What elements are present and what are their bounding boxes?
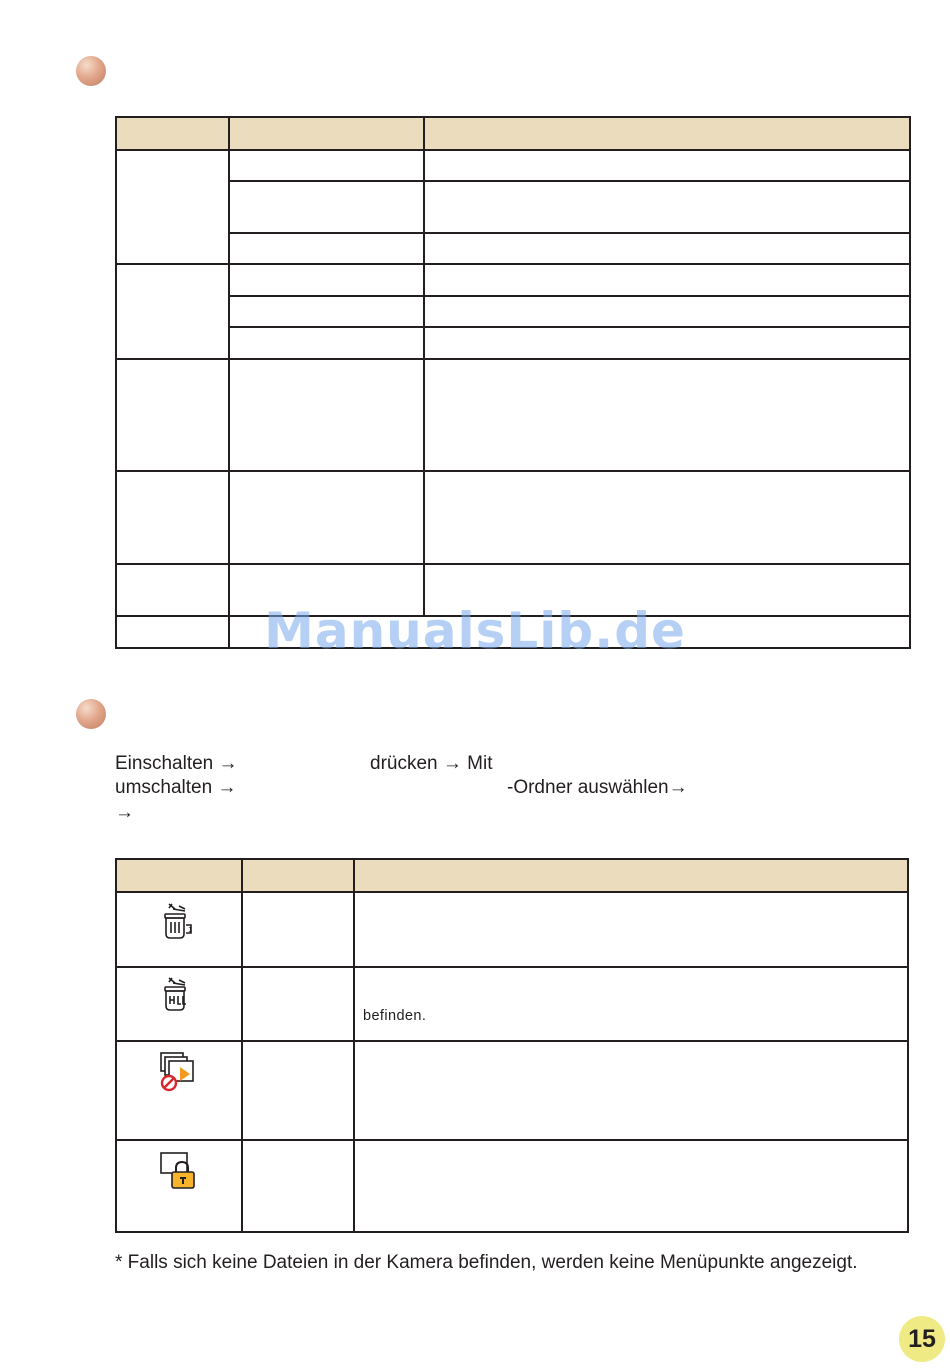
table-cell <box>116 359 229 471</box>
table-cell <box>229 150 424 181</box>
table-cell <box>116 1140 242 1232</box>
table-cell <box>354 892 908 967</box>
header-cell <box>116 859 242 892</box>
instruction-text: umschalten → <box>115 777 237 798</box>
table-cell <box>116 1041 242 1140</box>
header-cell <box>424 117 910 150</box>
table-cell <box>116 471 229 564</box>
table-cell <box>242 967 354 1041</box>
section-bullet-2 <box>76 699 106 729</box>
instruction-text: -Ordner auswählen→ <box>507 777 688 798</box>
table-row <box>116 892 908 967</box>
table-cell <box>229 296 424 327</box>
watermark: ManualsLib.de <box>264 602 686 660</box>
settings-table <box>115 116 911 649</box>
description-text: befinden. <box>363 1008 427 1024</box>
table-cell <box>424 181 910 233</box>
instruction-text: drücken → Mit <box>370 753 493 774</box>
delete-all-icon <box>159 976 199 1019</box>
table-cell <box>242 892 354 967</box>
table-cell <box>424 359 910 471</box>
header-cell <box>242 859 354 892</box>
instruction-text: Einschalten → <box>115 753 238 774</box>
table-cell <box>229 233 424 264</box>
table-cell <box>229 327 424 359</box>
table-cell <box>424 264 910 296</box>
table-cell <box>354 1041 908 1140</box>
table-cell <box>116 150 229 264</box>
section-bullet-1 <box>76 56 106 86</box>
table-cell <box>424 327 910 359</box>
table-row <box>116 967 908 1041</box>
table-row <box>116 181 910 233</box>
instruction-text: → <box>115 802 134 823</box>
table-cell <box>116 264 229 359</box>
table-row <box>116 150 910 181</box>
table-cell <box>424 296 910 327</box>
table-cell <box>229 181 424 233</box>
table-cell <box>424 150 910 181</box>
protect-icon <box>157 1149 201 1196</box>
table-cell <box>116 967 242 1041</box>
table-cell <box>354 1140 908 1232</box>
table-row <box>116 264 910 296</box>
table-cell <box>242 1041 354 1140</box>
table-row <box>116 296 910 327</box>
header-cell <box>229 117 424 150</box>
slideshow-icon <box>157 1050 201 1097</box>
header-cell <box>116 117 229 150</box>
delete-one-icon <box>159 901 199 946</box>
svg-text:1: 1 <box>188 926 193 934</box>
table-row <box>116 471 910 564</box>
table-row <box>116 359 910 471</box>
table-cell <box>354 967 908 1041</box>
footnote: * Falls sich keine Dateien in der Kamera befinden, werden keine Menüpunkte angezeigt. <box>115 1252 858 1273</box>
table-row <box>116 1041 908 1140</box>
header-cell <box>354 859 908 892</box>
table-row <box>116 233 910 264</box>
table-cell <box>424 471 910 564</box>
table-cell <box>424 233 910 264</box>
table-cell <box>242 1140 354 1232</box>
table-cell <box>116 892 242 967</box>
playback-menu-table <box>115 858 909 1233</box>
table-row <box>116 1140 908 1232</box>
table-cell <box>229 264 424 296</box>
table-header-row <box>116 859 908 892</box>
page-number-badge: 15 <box>899 1316 945 1362</box>
table-row <box>116 327 910 359</box>
table-cell <box>229 471 424 564</box>
table-header-row <box>116 117 910 150</box>
table-cell <box>229 359 424 471</box>
